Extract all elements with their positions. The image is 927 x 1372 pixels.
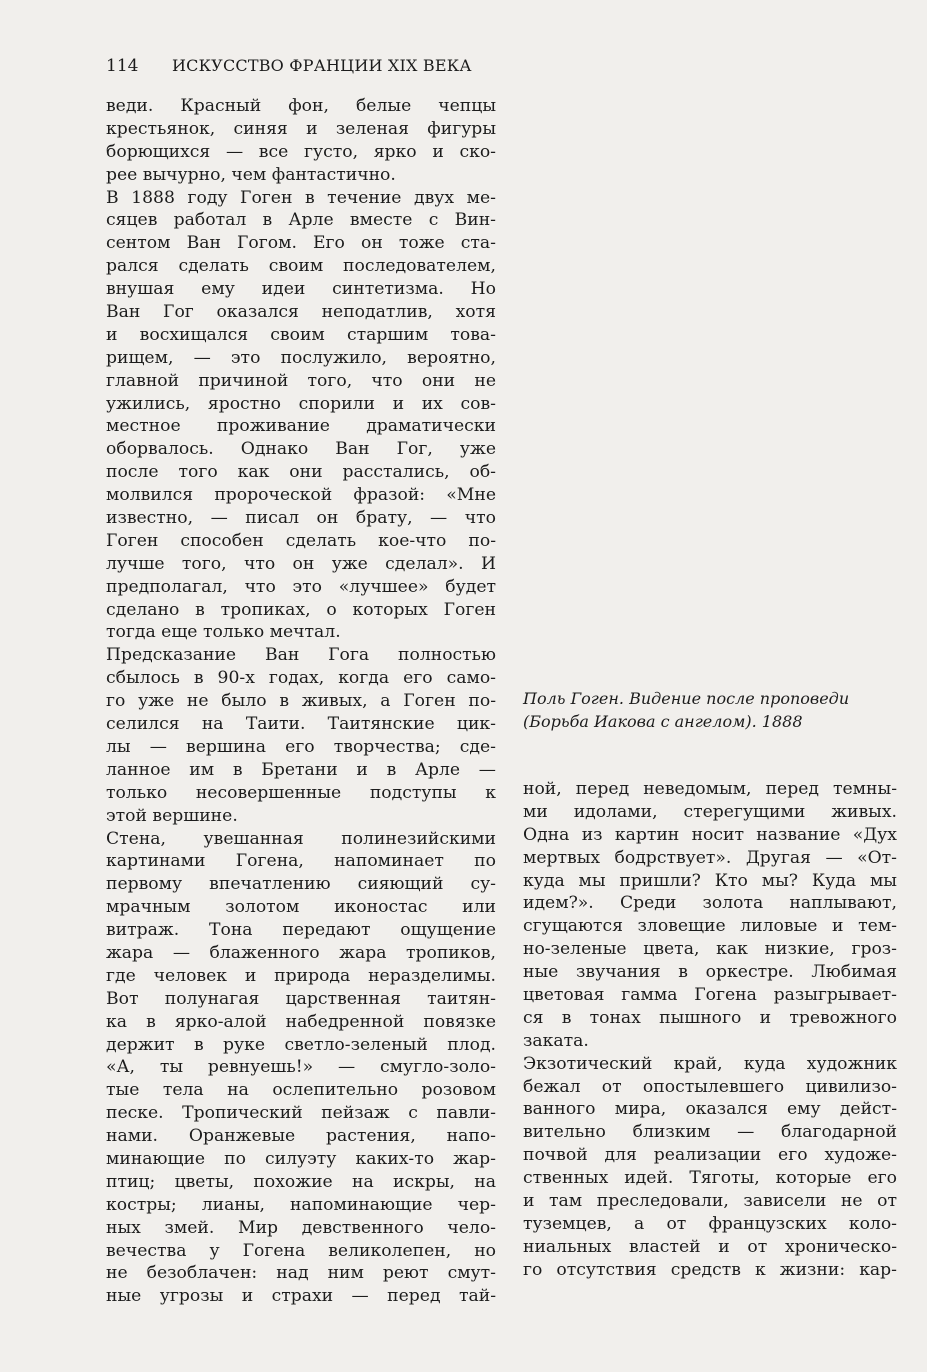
left-column-line: тые тела на ослепительно розовом [106,1080,496,1101]
right-column-line: ственных идей. Тяготы, которые его [523,1168,897,1189]
right-column-line: ванного мира, оказался ему дейст- [523,1099,897,1120]
left-column-line: «А, ты ревнуешь!» — смугло-золо- [106,1057,496,1078]
left-column-line: рее вычурно, чем фантастично. [106,164,396,185]
right-column-line: ниальных властей и от хроническо- [523,1236,897,1257]
left-column-line: Предсказание Ван Гога полностью [106,645,496,666]
right-column-line: заката. [523,1030,589,1051]
right-column-line: ные звучания в оркестре. Любимая [523,962,897,983]
left-column-line: не безоблачен: над ним реют смут- [106,1263,496,1284]
right-column-line: мертвых бодрствует». Другая — «От- [523,847,897,868]
left-column-line: птиц; цветы, похожие на искры, на [106,1171,496,1192]
left-column-line: ланное им в Бретани и в Арле — [106,759,496,780]
right-column-line: Экзотический край, куда художник [523,1053,897,1074]
left-column-line: молвился пророческой фразой: «Мне [106,485,496,506]
left-column-line: го уже не было в живых, а Гоген по- [106,691,496,712]
figure-caption [523,687,897,733]
left-column-line: где человек и природа неразделимы. [106,965,496,986]
page-number: 114 [106,56,139,76]
left-column-line: держит в руке светло-зеленый плод. [106,1034,496,1055]
left-column-line: только несовершенные подступы к [106,782,496,803]
right-column-line: цветовая гамма Гогена разыгрывает- [523,985,897,1006]
left-column-line: и восхищался своим старшим това- [106,324,496,345]
left-column-line: песке. Тропический пейзаж с павли- [106,1103,496,1124]
left-column-line: ка в ярко-алой набедренной повязке [106,1011,496,1032]
left-column-line: веди. Красный фон, белые чепцы [106,96,496,116]
left-column-line: жара — блаженного жара тропиков, [106,942,496,963]
left-column-line: рищем, — это послужило, вероятно, [106,347,496,368]
left-column-line: ных змей. Мир девственного чело- [106,1217,496,1238]
left-column-line: предполагал, что это «лучшее» будет [106,576,496,597]
left-column-line: селился на Таити. Таитянские цик- [106,714,496,735]
right-column-line: ми идолами, стерегущими живых. [523,801,897,822]
caption-line: Поль Гоген. Видение после проповеди [523,689,850,708]
left-column-line: лучше того, что он уже сделал». И [106,553,496,574]
right-column-line: го отсутствия средств к жизни: кар- [523,1259,897,1280]
left-column-line: крестьянок, синяя и зеленая фигуры [106,118,496,139]
left-column-line: картинами Гогена, напоминает по [106,851,496,872]
left-column-line: костры; лианы, напоминающие чер- [106,1194,496,1215]
left-column-line: рался сделать своим последователем, [106,256,496,277]
left-column-line: сяцев работал в Арле вместе с Вин- [106,210,496,231]
left-column-line: Вот полунагая царственная таитян- [106,988,496,1009]
left-column-line: тогда еще только мечтал. [106,622,341,643]
left-text-column [106,95,496,1308]
left-column-line: В 1888 году Гоген в течение двух ме- [106,187,496,208]
right-column-line: вительно близким — благодарной [523,1122,897,1143]
left-column-line: известно, — писал он брату, — что [106,508,496,529]
left-column-line: вечества у Гогена великолепен, но [106,1240,496,1261]
right-column-line: но-зеленые цвета, как низкие, гроз- [523,939,897,960]
left-column-line: сентом Ван Гогом. Его он тоже ста- [106,233,496,254]
right-text-column [523,778,897,1282]
caption-line: (Борьба Иакова с ангелом). 1888 [523,712,803,731]
right-column-line: сгущаются зловещие лиловые и тем- [523,916,897,937]
right-column-line: почвой для реализации его художе- [523,1145,897,1166]
left-column-line: ужились, яростно спорили и их сов- [106,393,496,414]
left-column-line: Ван Гог оказался неподатлив, хотя [106,302,496,323]
left-column-line: внушая ему идеи синтетизма. Но [106,279,496,300]
left-column-line: местное проживание драматически [106,416,496,437]
left-column-line: Гоген способен сделать кое-что по- [106,530,496,551]
right-column-line: куда мы пришли? Кто мы? Куда мы [523,870,897,891]
left-column-line: этой вершине. [106,805,238,826]
right-column-line: идем?». Среди золота наплывают, [523,893,897,914]
left-column-line: мрачным золотом иконостас или [106,897,496,918]
right-column-line: ся в тонах пышного и тревожного [523,1007,897,1028]
left-column-line: первому впечатлению сияющий су- [106,874,496,895]
right-column-line: Одна из картин носит название «Дух [523,824,897,845]
left-column-line: оборвалось. Однако Ван Гог, уже [106,439,496,460]
right-column-line: бежал от опостылевшего цивилизо- [523,1076,897,1097]
left-column-line: ные угрозы и страхи — перед тай- [106,1286,496,1307]
right-column-line: и там преследовали, зависели не от [523,1191,897,1212]
left-column-line: нами. Оранжевые растения, напо- [106,1126,496,1147]
right-column-line: ной, перед неведомым, перед темны- [523,779,897,799]
left-column-line: витраж. Тона передают ощущение [106,920,496,941]
left-column-line: минающие по силуэту каких-то жар- [106,1148,496,1169]
left-column-line: сбылось в 90-х годах, когда его само- [106,668,496,689]
running-title: ИСКУССТВО ФРАНЦИИ XIX ВЕКА [172,56,472,75]
left-column-line: лы — вершина его творчества; сде- [106,736,496,757]
left-column-line: Стена, увешанная полинезийскими [106,828,496,849]
left-column-line: после того как они расстались, об- [106,462,496,483]
left-column-line: главной причиной того, что они не [106,370,496,391]
left-column-line: сделано в тропиках, о которых Гоген [106,599,496,620]
right-column-line: туземцев, а от французских коло- [523,1213,897,1234]
left-column-line: борющихся — все густо, ярко и ско- [106,141,496,162]
